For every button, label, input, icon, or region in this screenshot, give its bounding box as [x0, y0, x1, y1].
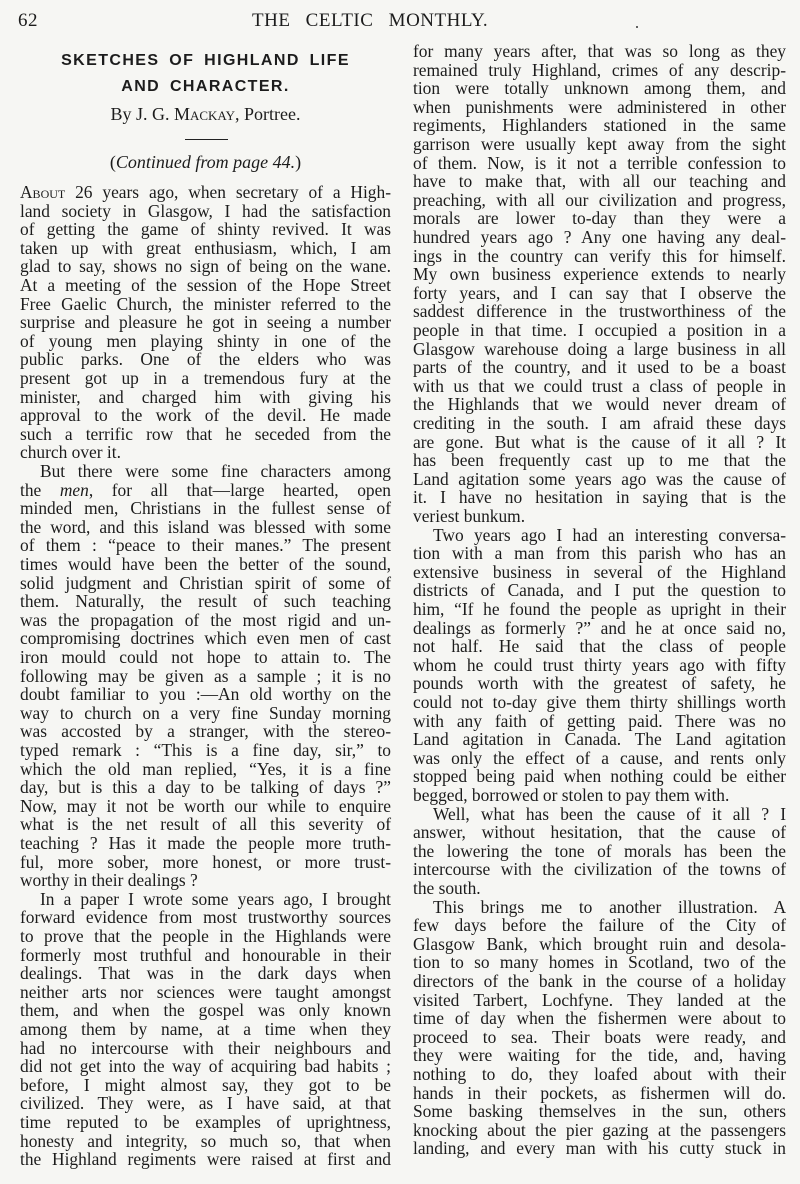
- text-run: among them by name, at a time when they: [20, 1019, 391, 1039]
- drop-smallcaps: About: [20, 182, 66, 202]
- text-run: ful, more sober, more honest, or more trust-: [20, 851, 391, 872]
- text-run: has been frequently cast up to me that the: [413, 450, 786, 471]
- text-run: hands in their pockets, as fishermen will do.: [413, 1082, 786, 1103]
- article-title-line-2: AND CHARACTER.: [121, 78, 290, 95]
- text-run: had no intercourse with their neighbours and: [20, 1037, 391, 1058]
- text-run: it. I have no hesitation in saying that is the: [413, 487, 786, 508]
- text-run: such a terrific row that he seceded from the: [20, 423, 391, 444]
- text-run: intercourse with the civilization of the towns of: [413, 859, 786, 880]
- text-run: was accosted by a stranger, with the stereo-: [20, 721, 391, 742]
- text-run: not half. He said that the class of people: [413, 636, 786, 657]
- title-divider: [185, 139, 228, 140]
- text-run: Glasgow Bank, which brought ruin and desola-: [413, 933, 786, 954]
- text-run: public parks. One of the elders who was: [20, 349, 391, 370]
- text-run: parts of the country, and it used to be a boast: [413, 357, 786, 378]
- continued-text: Continued from page 44.: [115, 152, 296, 172]
- text-run: answer, without hesitation, that the cause of: [413, 822, 786, 843]
- text-run: have to make that, with all our teaching and: [413, 171, 786, 192]
- text-run: Now, may it not be worth our while to enquire: [20, 795, 391, 816]
- text-run: remained truly Highland, crimes of any descrip-: [413, 59, 786, 80]
- text-run: of them. Now, is it not a terrible confession to: [413, 152, 786, 173]
- italic-run: men: [59, 479, 89, 500]
- text-run: of getting the game of shinty revived. It was: [20, 219, 391, 240]
- text-run: Land agitation in Canada. The Land agitation: [413, 729, 786, 750]
- text-run: preaching, with all our civilization and progress,: [413, 189, 786, 210]
- text-run: which the old man replied, “Yes, it is a fine: [20, 758, 391, 779]
- text-run: Some basking themselves in the sun, others: [413, 1101, 786, 1122]
- text-run: church over it.: [20, 442, 121, 463]
- text-run: for many years after, that was so long as they: [413, 41, 786, 61]
- text-run: This brings me to another illustration. A: [433, 896, 786, 917]
- text-run: ings in the country can verify this for himself.: [413, 245, 786, 266]
- text-run: tion to so many homes in Scotland, two of the: [413, 952, 786, 973]
- running-title: THE CELTIC MONTHLY.: [252, 10, 489, 31]
- text-run: saddest difference in the trustworthiness of the: [413, 301, 786, 322]
- text-run: forty years, and I can say that I observe the: [413, 282, 786, 303]
- text-run: nothing to do, they loafed about with their: [413, 1064, 786, 1084]
- text-run: At a meeting of the session of the Hope Street: [20, 275, 391, 295]
- text-run: few days before the failure of the City of: [413, 915, 786, 936]
- text-run: proceed to sea. Their boats were ready, and: [413, 1026, 786, 1047]
- text-run: with us that we could trust a class of people in: [413, 375, 786, 396]
- text-run: him, “If he found the people as upright in their: [413, 599, 786, 619]
- text-run: dealings as formerly ?” and he at once said no,: [413, 617, 786, 638]
- text-run: Well, what has been the cause of it all ? I: [433, 803, 786, 824]
- text-line: [20, 1148, 391, 1170]
- text-run: begged, borrowed or stolen to pay them with.: [413, 785, 730, 805]
- text-run: landing, and every man with his cutty stuck in: [413, 1138, 786, 1159]
- text-run: Two years ago I had an interesting conversa-: [433, 524, 786, 545]
- text-run: districts of Canada, and I put the question to: [413, 580, 786, 601]
- text-run: did not get into the way of acquiring bad habits ;: [20, 1056, 391, 1077]
- text-run: veriest bunkum.: [413, 506, 526, 526]
- text-run: times would have been the better of the sound,: [20, 554, 391, 574]
- text-run: was the propagation of the most rigid and un-: [20, 609, 391, 630]
- text-run: way to church on a very fine Sunday morning: [20, 702, 391, 723]
- byline: [20, 104, 391, 125]
- text-run: what is the net result of all this severity of: [20, 814, 391, 835]
- text-run: of them : “peace to their manes.” The present: [20, 535, 391, 556]
- text-run: dealings. That was in the dark days when: [20, 963, 391, 984]
- text-run: In a paper I wrote some years ago, I brought: [40, 888, 391, 909]
- text-run: honesty and integrity, so much so, that when: [20, 1130, 391, 1151]
- page-number: 62: [18, 10, 38, 31]
- text-run: But there were some fine characters among: [40, 461, 391, 481]
- text-run: the word, and this island was blessed with some: [20, 516, 391, 537]
- text-run: worthy in their dealings ?: [20, 870, 198, 891]
- text-run: them, and when the gospel was only known: [20, 1000, 391, 1021]
- text-run: iron mould could not hope to attain to. The: [20, 647, 391, 667]
- text-run: to prove that the people in the Highlands were: [20, 926, 391, 946]
- text-run: civilized. They were, as I have said, at that: [20, 1093, 391, 1114]
- text-run: approval to the work of the devil. He made: [20, 405, 391, 426]
- text-run: forward evidence from most trustworthy sources: [20, 907, 391, 928]
- text-run: Glasgow warehouse doing a large business in all: [413, 338, 786, 359]
- article-title-line-1: SKETCHES OF HIGHLAND LIFE: [61, 52, 350, 69]
- text-run: with any faith of getting paid. There was no: [413, 710, 786, 731]
- text-run: teaching ? Has it made the people more truth-: [20, 833, 391, 853]
- continued-note: (Continued from page 44.): [109, 152, 302, 172]
- text-run: minded men, Christians in the fullest sense of: [20, 498, 391, 519]
- text-run: taken up with great enthusiasm, which, I am: [20, 237, 391, 258]
- text-run: directors of the bank in the course of a holiday: [413, 971, 786, 991]
- text-run: compromising doctrines which even men of cast: [20, 628, 391, 649]
- text-run: time of day when the fishermen were about to: [413, 1008, 786, 1029]
- text-line: [413, 1137, 786, 1159]
- text-run: land society in Glasgow, I had the satisfaction: [20, 200, 391, 221]
- text-run: could not to-day give them thirty shillings worth: [413, 692, 786, 712]
- text-run: was only the effect of a cause, and rents only: [413, 747, 786, 768]
- text-run: the lowering the tone of morals has been the: [413, 840, 786, 861]
- text-run: garrison were usually kept away from the sight: [413, 134, 786, 154]
- text-run: them. Naturally, the result of such teaching: [20, 591, 391, 612]
- text-run: Land agitation some years ago was the cause of: [413, 468, 786, 489]
- text-run: 26 years ago, when secretary of a High-: [65, 182, 391, 202]
- text-run: Free Gaelic Church, the minister referred to the: [20, 293, 391, 314]
- text-run: knocking about the pier gazing at the passengers: [413, 1119, 786, 1140]
- text-run: pounds worth with the greatest of safety, he: [413, 673, 786, 694]
- text-run: morals are lower to-day than they were a: [413, 208, 786, 229]
- text-run: regiments, Highlanders stationed in the same: [413, 115, 786, 136]
- text-run: minister, and charged him with giving his: [20, 386, 391, 407]
- text-run: are gone. But what is the cause of it all ? It: [413, 431, 786, 452]
- text-run: neither arts nor sciences were taught amongst: [20, 981, 391, 1002]
- text-run: present got up in a tremendous fury at the: [20, 368, 391, 388]
- text-run: hundred years ago ? Any one having any deal-: [413, 227, 786, 247]
- text-run: visited Tarbert, Lochfyne. They landed at the: [413, 989, 786, 1010]
- text-run: glad to say, shows no sign of being on the wane.: [20, 256, 391, 277]
- text-run: solid judgment and Christian spirit of some of: [20, 572, 391, 593]
- text-run: doubt familiar to you :—An old worthy on the: [20, 684, 391, 705]
- text-run: the south.: [413, 878, 481, 898]
- text-run: crediting in the south. I am afraid these days: [413, 413, 786, 433]
- text-run: , for all that—large hearted, open: [88, 479, 392, 500]
- text-run: day, but is this a day to be talking of days ?”: [20, 777, 391, 798]
- text-run: surprise and pleasure he got in seeing a number: [20, 312, 391, 333]
- text-run: following may be given as a sample ; it is no: [20, 665, 391, 686]
- byline-prefix: By J. G.: [110, 104, 174, 124]
- text-run: people in that time. I occupied a position in a: [413, 320, 786, 340]
- print-speck: [636, 26, 638, 28]
- text-run: formerly most truthful and honourable in their: [20, 944, 391, 965]
- text-run: the Highlands that we would never dream of: [413, 394, 786, 415]
- text-run: extensive business in several of the Highland: [413, 561, 786, 582]
- text-run: before, I might almost say, they got to be: [20, 1074, 391, 1095]
- text-run: the Highland regiments were raised at first and: [20, 1149, 391, 1170]
- text-run: tion with a man from this parish who has an: [413, 543, 786, 564]
- text-run: when punishments were administered in other: [413, 96, 786, 117]
- text-run: typed remark : “This is a fine day, sir,” to: [20, 740, 391, 760]
- text-run: they were waiting for the tide, and, having: [413, 1045, 786, 1066]
- text-run: time reputed to be examples of uprightness,: [20, 1112, 391, 1132]
- text-run: My own business experience extends to nearly: [413, 264, 786, 285]
- byline-author: Mackay: [173, 104, 236, 124]
- text-run: the: [20, 479, 60, 500]
- byline-suffix: , Portree.: [235, 104, 301, 124]
- text-run: of young men playing shinty in one of the: [20, 330, 391, 351]
- text-run: tion were totally unknown among them, and: [413, 78, 786, 99]
- text-run: stopped being paid when nothing could be either: [413, 766, 786, 787]
- text-run: whom he could trust thirty years ago with fifty: [413, 654, 786, 675]
